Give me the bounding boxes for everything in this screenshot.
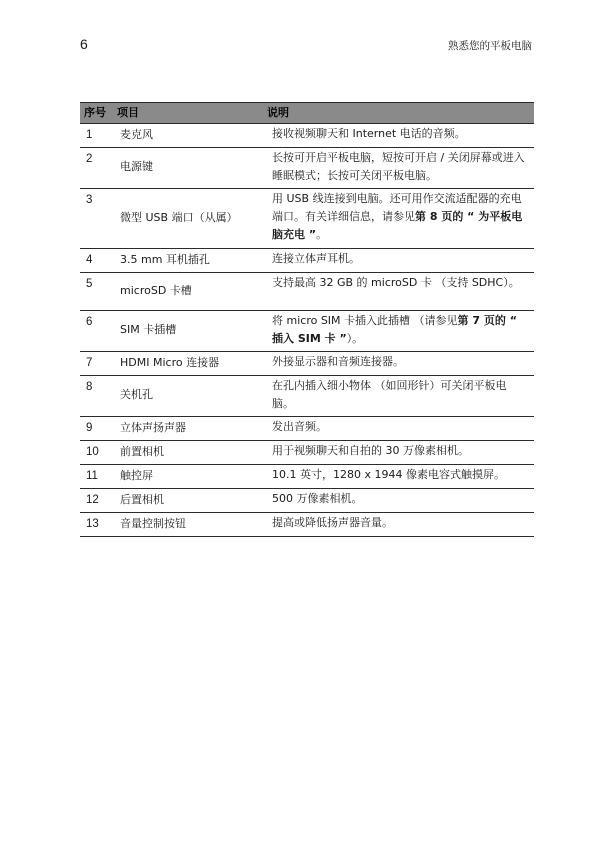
row-description [263, 417, 534, 441]
row-description [263, 441, 534, 465]
table-header [80, 103, 534, 124]
row-item-name: 立体声扬声器 [113, 417, 263, 441]
row-item-name: SIM 卡插槽 [113, 311, 263, 352]
row-item-name: 麦克风 [113, 124, 263, 148]
description-text: 连接立体声耳机。 [272, 252, 360, 265]
table-row [80, 513, 534, 537]
table-row [80, 148, 534, 189]
table-row [80, 273, 534, 311]
table-row [80, 124, 534, 148]
table-row [80, 376, 534, 417]
column-header-number: 序号 [80, 103, 113, 124]
table-row [80, 441, 534, 465]
row-description [263, 249, 534, 273]
row-number: 8 [80, 376, 113, 417]
description-text: 发出音频。 [272, 420, 327, 433]
running-header-title: 熟悉您的平板电脑 [448, 40, 532, 52]
description-text: 500 万像素相机。 [272, 492, 363, 505]
description-text: ）。 [346, 332, 364, 345]
row-number: 13 [80, 513, 113, 537]
description-text: 支持最高 32 GB 的 microSD 卡 （支持 SDHC）。 [272, 276, 520, 289]
table-row [80, 311, 534, 352]
row-description [263, 376, 534, 417]
description-text: 接收视频聊天和 Internet 电话的音频。 [272, 127, 466, 140]
row-description [263, 148, 534, 189]
component-spec-table [80, 102, 534, 537]
table-row [80, 465, 534, 489]
table-row [80, 489, 534, 513]
row-description [263, 124, 534, 148]
row-item-name: 触控屏 [113, 465, 263, 489]
table-row [80, 417, 534, 441]
row-number: 7 [80, 352, 113, 376]
row-number: 3 [80, 189, 113, 249]
row-number: 6 [80, 311, 113, 352]
row-number: 2 [80, 148, 113, 189]
row-description [263, 513, 534, 537]
row-description [263, 489, 534, 513]
row-item-name: 前置相机 [113, 441, 263, 465]
description-cross-reference: 第 8 页的 “ 为平板电脑充电 ” [272, 210, 523, 241]
row-number: 12 [80, 489, 113, 513]
row-item-name: 音量控制按钮 [113, 513, 263, 537]
row-item-name: 微型 USB 端口（从属） [113, 189, 263, 249]
row-number: 1 [80, 124, 113, 148]
row-description [263, 189, 534, 249]
description-text: 提高或降低扬声器音量。 [272, 516, 393, 529]
page-number: 6 [80, 36, 88, 52]
row-number: 5 [80, 273, 113, 311]
table-row [80, 249, 534, 273]
row-description [263, 465, 534, 489]
description-text: 将 micro SIM 卡插入此插槽 （请参见 [272, 314, 458, 327]
row-description [263, 311, 534, 352]
row-description [263, 352, 534, 376]
row-description [263, 273, 534, 311]
description-text: 在孔内插入细小物体 （如回形针）可关闭平板电脑。 [272, 379, 507, 410]
column-header-item: 项目 [113, 103, 263, 124]
row-item-name: 电源键 [113, 148, 263, 189]
description-text: 用 USB 线连接到电脑。还可用作交流适配器的充电端口。有关详细信息，请参见 [272, 192, 522, 223]
row-number: 11 [80, 465, 113, 489]
row-number: 10 [80, 441, 113, 465]
table-body [80, 124, 534, 537]
row-item-name: HDMI Micro 连接器 [113, 352, 263, 376]
row-item-name: 关机孔 [113, 376, 263, 417]
row-item-name: microSD 卡槽 [113, 273, 263, 311]
row-item-name: 后置相机 [113, 489, 263, 513]
table-row [80, 189, 534, 249]
row-number: 9 [80, 417, 113, 441]
table-header-row [80, 103, 534, 124]
description-text: 用于视频聊天和自拍的 30 万像素相机。 [272, 444, 469, 457]
column-header-description: 说明 [263, 103, 534, 124]
row-item-name: 3.5 mm 耳机插孔 [113, 249, 263, 273]
table-row [80, 352, 534, 376]
description-text: 10.1 英寸，1280 x 1944 像素电容式触摸屏。 [272, 468, 505, 481]
description-text: 长按可开启平板电脑，短按可开启 / 关闭屏幕或进入睡眠模式；长按可关闭平板电脑。 [272, 151, 525, 182]
description-text: 外接显示器和音频连接器。 [272, 355, 404, 368]
description-cross-reference: 第 7 页的 “ 插入 SIM 卡 ” [272, 314, 517, 345]
row-number: 4 [80, 249, 113, 273]
description-text: 。 [316, 228, 328, 241]
